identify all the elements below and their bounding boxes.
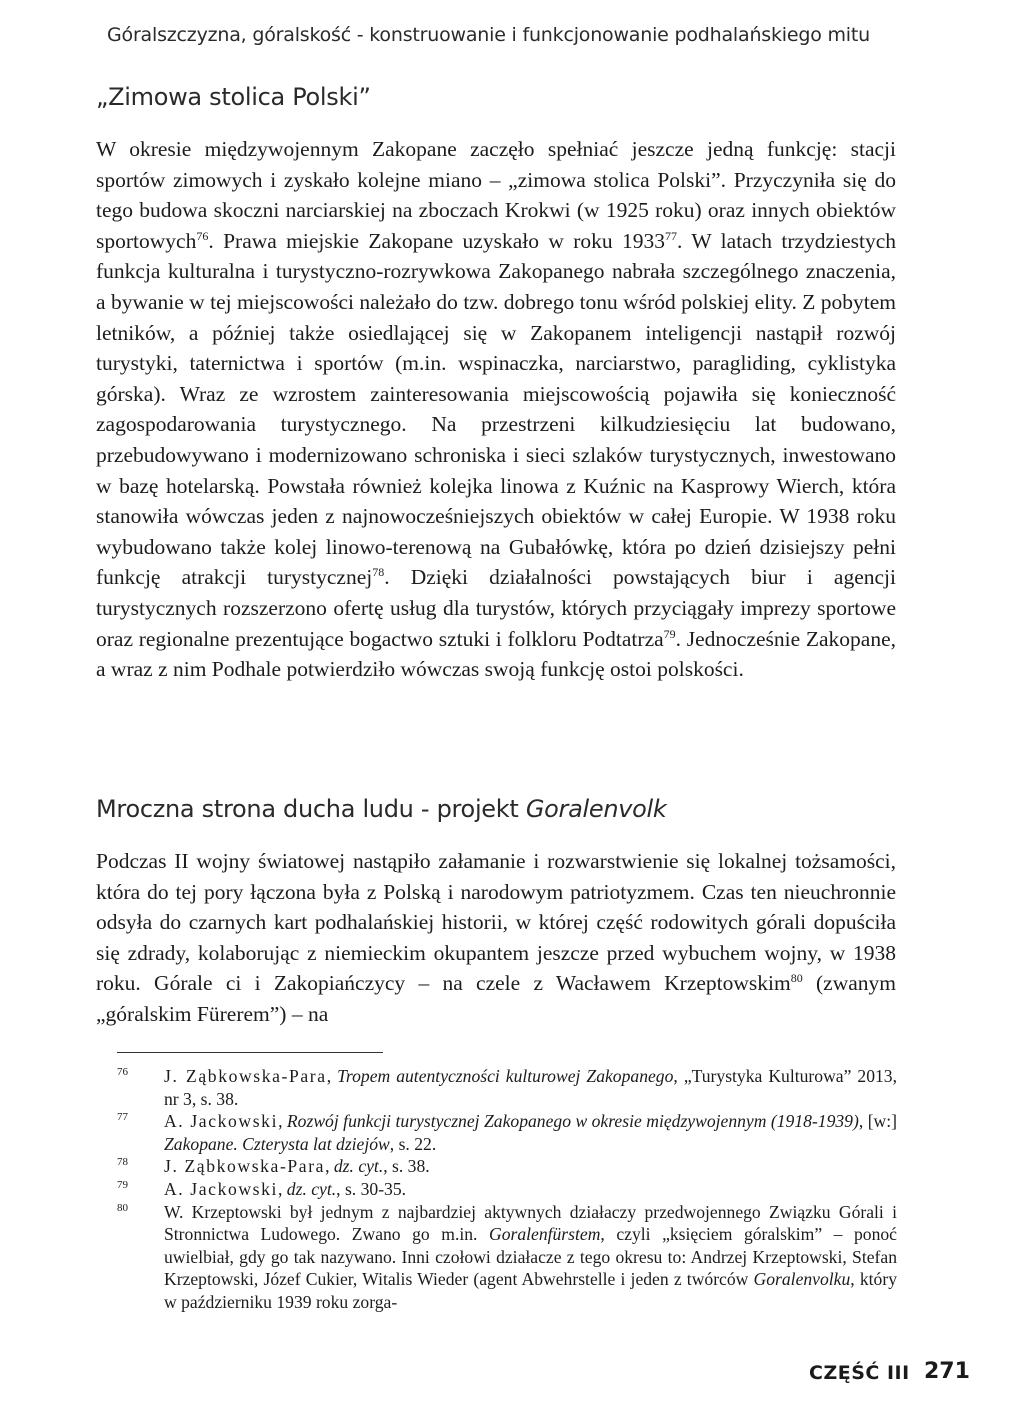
footnote-ref-77: 77 [665,228,678,243]
text-run: Podczas II wojny światowej nastąpiło załamanie i rozwarstwienie się lokalnej tożsamości, która do tej pory łączona była z Polską i narodowym patriotyzmem. Czas ten nieuchronnie odsyła do czarnych kart podhalańskiej historii, w której część rodowitych górali dopuściła się zdrady, kolaborując z niemieckim okupantem jeszcze przed wybuchem wojny, w 1938 roku. Górale ci i Zakopiańczycy – na czele z Wacławem Krzeptowskim [96,849,896,996]
footnote-number: 77 [117,1111,128,1124]
footnote-number: 76 [117,1066,128,1078]
footnote-title: Rozwój funkcji turystycznej Zakopanego w okresie międzywojennym (1918-1939) [286,1111,859,1132]
section-title-zimowa-stolica: „Zimowa stolica Polski” [96,83,371,111]
text-run: . W latach trzydziestych funkcja kulturalna i turystyczno-rozrywkowa Zakopanego nabrała szczególnego znaczenia, a bywanie w tej miejscowości należało do tzw. dobrego tonu wśród polskiej elity. Z pobytem letników, a później także osiedlającej się w Zakopanem inteligencji nastąpił rozwój turystyki, taternictwa i sportów (m.in. wspinaczka, narciarstwo, paragliding, cyklistyka górska). Wraz ze wzrostem zainteresowania miejscowością pojawiła się konieczność zagospodarowania turystycznego. Na przestrzeni kilkudziesięciu lat budowano, przebudowywano i modernizowano schroniska i sieci szlaków turystycznych, inwestowano w bazę hotelarską. Powstała również kolejka linowa z Kuźnic na Kasprowy Wierch, która stanowiła wówczas jeden z najnowocześniejszych obiektów w całej Europie. W 1938 roku wybudowano także kolej linowo-terenową na Gubałówkę, która po dzień dzisiejszy pełni funkcję atrakcji turystycznej [96,228,896,590]
footnote-77 [117,1110,897,1155]
section-title-text: Mroczna strona ducha ludu - projekt [96,795,526,823]
footnotes [117,1065,897,1314]
footnote-title: Tropem autentyczności kulturowej Zakopanego [337,1066,674,1086]
footnote-80 [117,1201,897,1314]
footnote-text: , s. 30-35. [336,1178,407,1199]
footnote-79 [117,1178,897,1201]
footnote-text: , [278,1178,287,1199]
section-title-italic: Goralenvolk [525,795,667,823]
footnote-title: dz. cyt. [333,1156,384,1177]
footnote-author: A. Jackowski [164,1178,278,1199]
footnote-78 [117,1155,897,1178]
text-run: . Jednocześnie Zakopane, a wraz z nim Podhale potwierdziło wówczas swoją funkcję ostoi polskości. [96,626,896,682]
footer-part-label: CZĘŚĆ III [809,1362,910,1384]
footnote-ref-80: 80 [790,971,803,986]
footnote-text: , czyli „księciem góralskim” – ponoć uwielbiał, gdy go tak nazywano. Inni czołowi działacze z tego okresu to: Andrzej Krzeptowski, Stefan Krzeptowski, Józef Cukier, Witalis Wieder (agent Abwehrstelle i jeden z twórców [164,1224,897,1290]
text-run: (zwanym „góralskim Fürerem”) – na [96,971,897,1026]
footnote-76 [117,1065,897,1110]
running-header: Góralszczyzna, góralskość - konstruowanie i funkcjonowanie podhalańskiego mitu [107,24,870,46]
footnote-title: Zakopane. Czterysta lat dziejów [164,1133,390,1154]
text-run: W okresie międzywojennym Zakopane zaczęło spełniać jeszcze jedną funkcję: stacji sportów zimowych i zyskało kolejne miano – „zimowa stolica Polski”. Przyczyniła się do tego budowa skoczni narciarskiej na zboczach Krokwi (w 1925 roku) oraz innych obiektów sportowych [96,137,896,253]
footnote-text: , [325,1156,334,1177]
footnote-text: , [278,1111,287,1132]
text-run: . Dzięki działalności powstających biur i agencji turystycznych rozszerzono ofertę usług dla turystów, których przyciągały imprezy sportowe oraz regionalne prezentujące bogactwo sztuki i folkloru Podtatrza [96,565,896,651]
footnote-italic: Goralenvolku [753,1269,851,1290]
section-2-paragraph [96,846,896,1030]
footnote-text: , który w październiku 1939 roku zorga- [164,1269,897,1312]
footnote-ref-79: 79 [663,626,676,641]
footnote-author: J. Ząbkowska-Para [164,1066,327,1086]
footnote-title: dz. cyt. [286,1178,337,1199]
page-number: 271 [924,1359,970,1384]
footnote-author: A. Jackowski [164,1111,279,1132]
footnote-text: , s. 38. [383,1156,430,1177]
footnote-author: J. Ząbkowska-Para [164,1156,326,1177]
footnote-italic: Goralenfürstem [488,1224,601,1245]
footnote-ref-78: 78 [372,565,385,580]
footnote-ref-76: 76 [196,228,209,243]
footnote-text: , [326,1066,338,1086]
text-run: . Prawa miejskie Zakopane uzyskało w roku 1933 [208,228,666,253]
footnote-text: , [w:] [858,1111,898,1132]
footnote-number: 80 [117,1201,128,1214]
section-1-paragraph [96,134,896,685]
footnote-text: , s. 22. [389,1133,437,1154]
footnote-number: 79 [117,1178,128,1191]
footnote-separator [117,1052,383,1053]
section-title-goralenvolk [96,795,666,823]
footnote-number: 78 [117,1156,128,1169]
footnote-text: , „Turystyka Kulturowa” 2013, nr 3, s. 38. [164,1066,897,1109]
footnote-text: W. Krzeptowski był jednym z najbardziej aktywnych działaczy przedwojennego Związku Górali i Stronnictwa Ludowego. Zwano go m.in. [164,1201,897,1245]
